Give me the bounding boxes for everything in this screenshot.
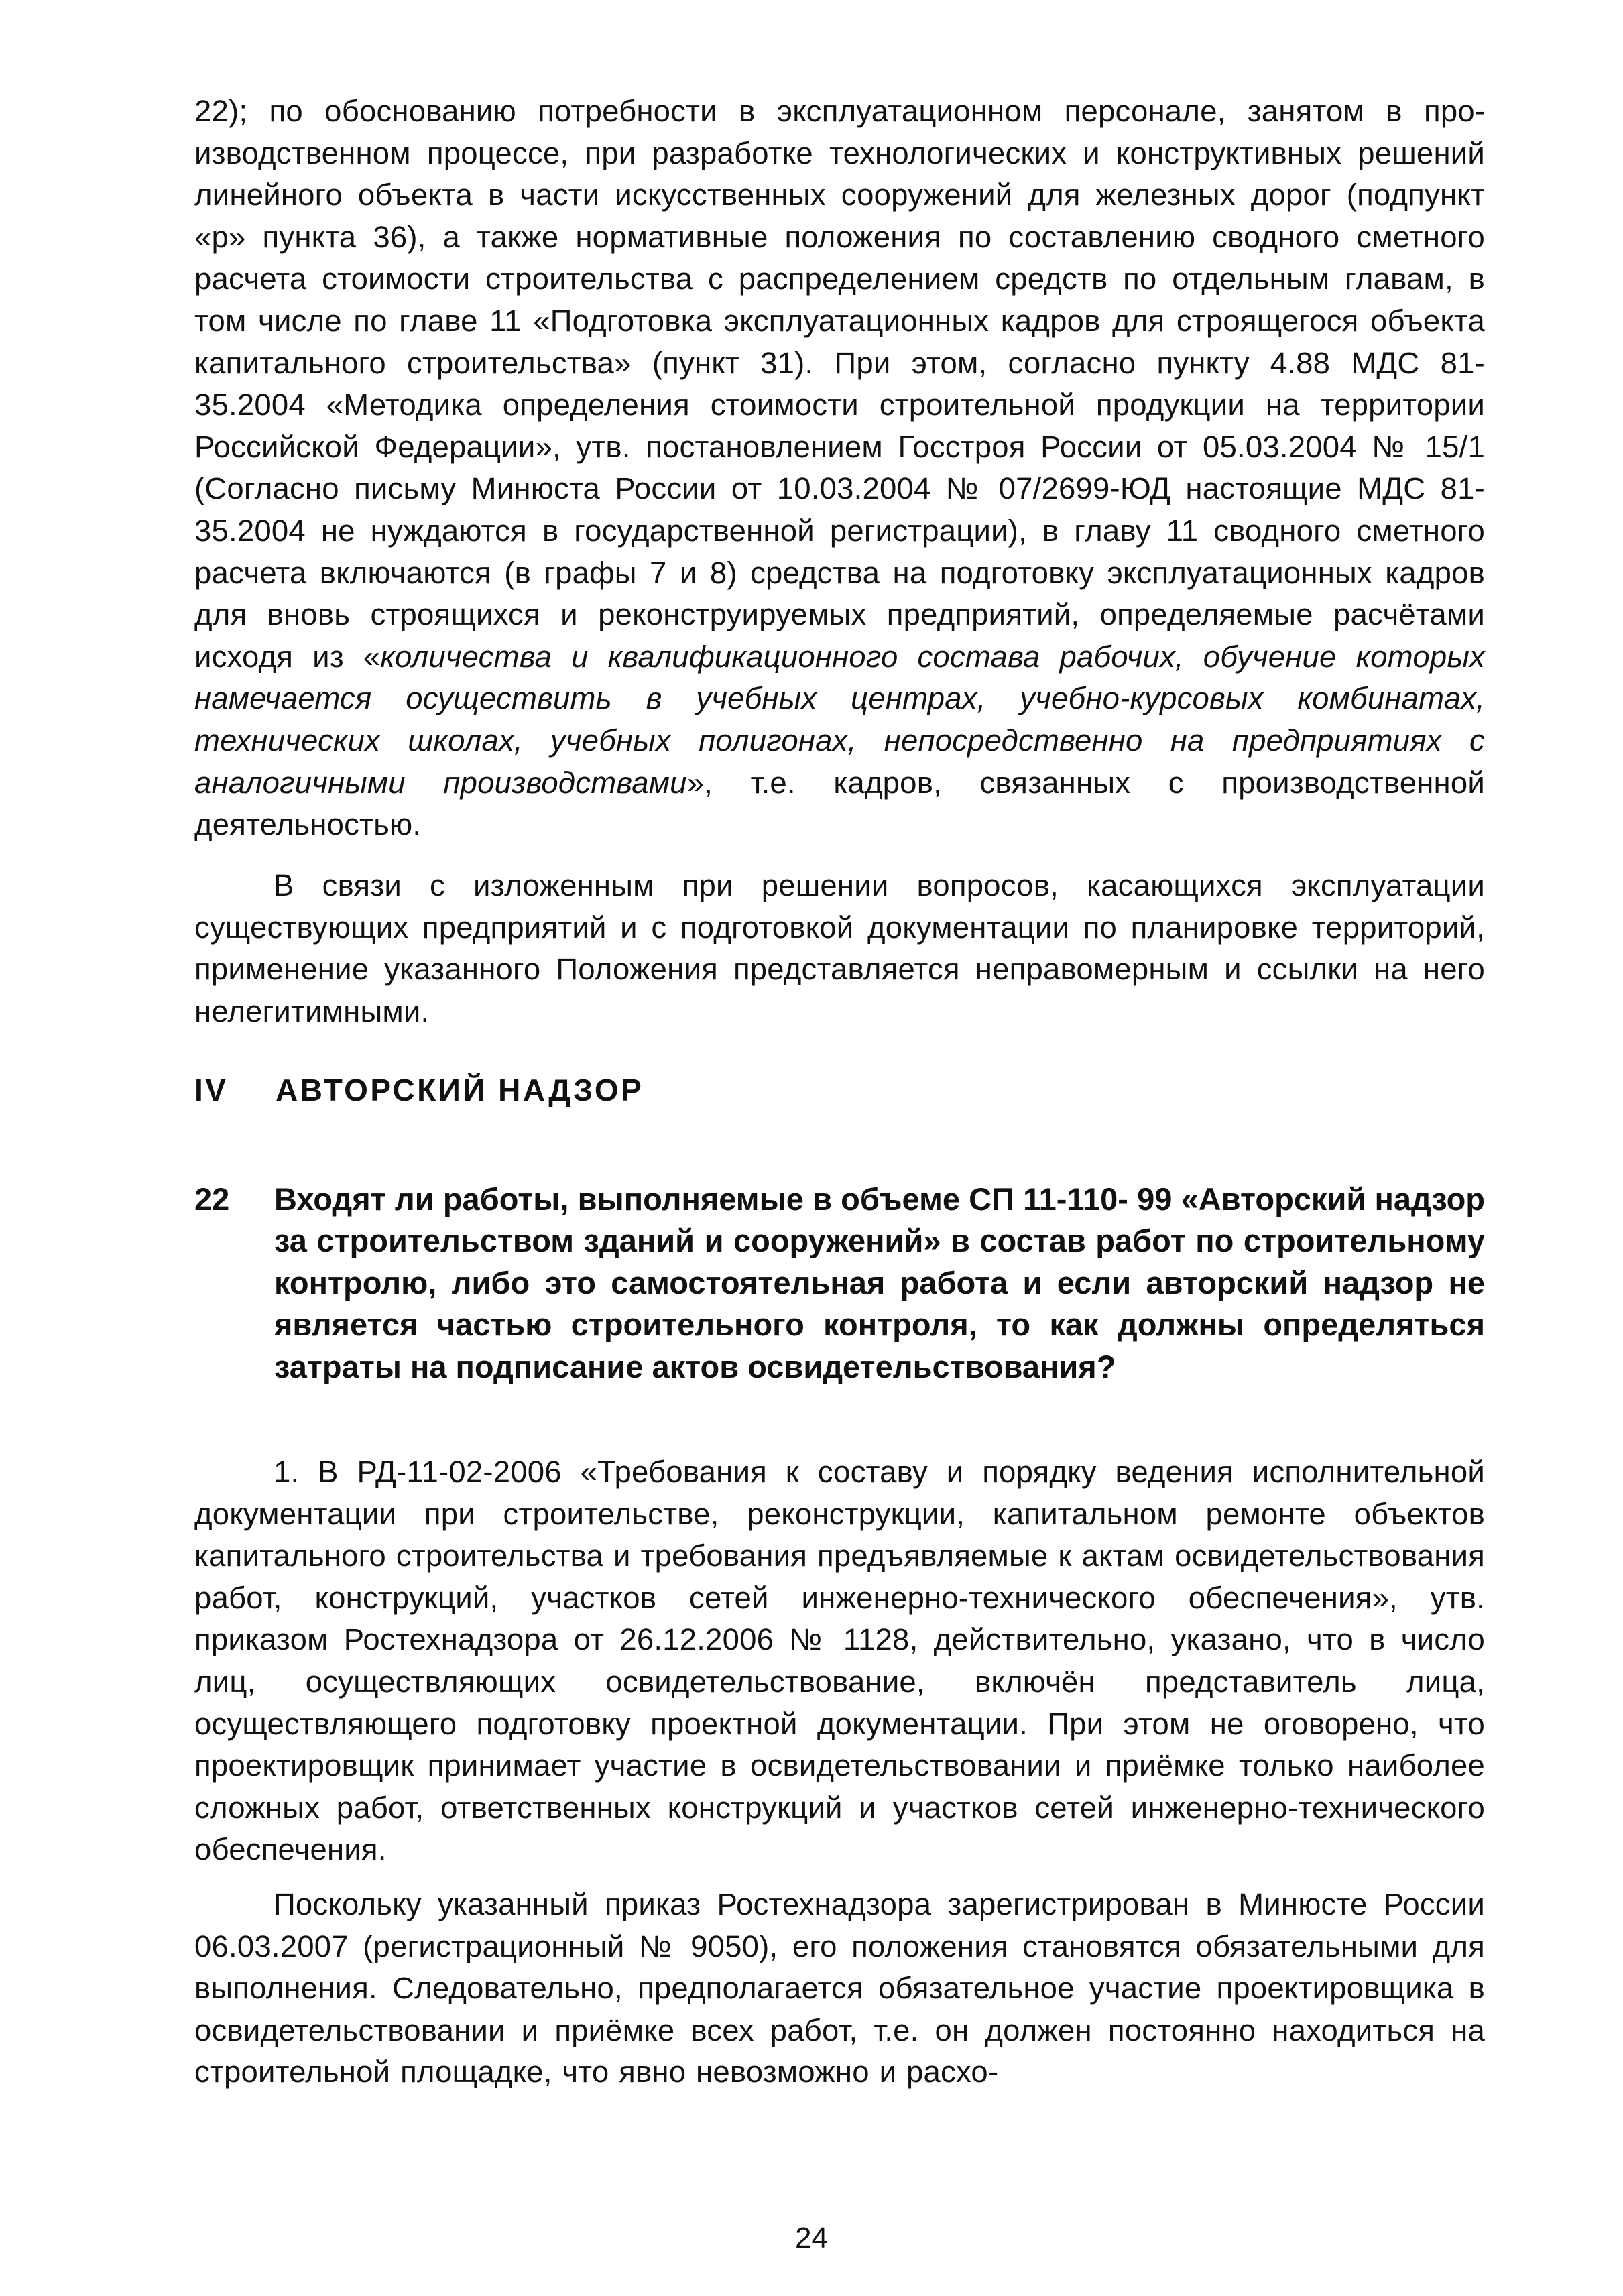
answer-text-2: Поскольку указанный приказ Ростехнадзора зарегистрирован в Минюсте России 06.03.2007 (регистрационный № 9050), его положения становятся обязательными для выполнения. Следовательно, предполагается обязательное участие проектировщика в освидетельствовании и приёмке всех работ, т.е. он должен постоянно находиться на строительной площадке, что явно невозможно и расхо- bbox=[194, 1887, 1485, 2090]
section-title: АВТОРСКИЙ НАДЗОР bbox=[276, 1073, 644, 1107]
intro-italic-quote: количества и квалификационного состава рабочих, обучение которых намечается осуществить в учебных центрах, учебно-курсовых комбинатах, технических школах, учебных полигонах, непосредственно на предприятиях с аналогичными производствами bbox=[194, 639, 1485, 800]
section-heading bbox=[194, 1070, 644, 1110]
answer-text-1: 1. В РД-11-02-2006 «Требования к составу и порядку ведения исполнительной документации при строительстве, реконструкции, капитальном ремонте объектов капитального строительства и требования предъявляемые к актам освидетельствования работ, конструкций, участков сетей инженерно-технического обеспечения», утв. приказом Ростехнадзора от 26.12.2006 № 1128, действительно, указано, что в число лиц, осуществляющих освидетельствование, включён представитель лица, осуществляющего подготовку проектной документации. При этом не оговорено, что проектировщик принимает участие в освидетельствовании и приёмке только наиболее сложных работ, ответственных конструкций и участков сетей инженерно-технического обеспечения. bbox=[194, 1455, 1485, 1867]
question-block bbox=[194, 1179, 1485, 1388]
intro-text: 22); по обоснованию потребности в эксплуатационном персонале, занятом в производственном процессе, при разработке технологических и конструктивных решений линейного объекта в части искусственных сооружений для железных дорог (подпункт «р» пункта 36), а также нормативные положения по составлению сводного сметного расчета стоимости строительства с распределением средств по отдельным главам, в том числе по главе 11 «Подготовка эксплуатационных кадров для строящегося объекта капитального строительства» (пункт 31). При этом, согласно пункту 4.88 МДС 81-35.2004 «Методика определения стоимости строительной продукции на территории Российской Федерации», утв. постановлением Госстроя России от 05.03.2004 № 15/1 (Согласно письму Минюста России от 10.03.2004 № 07/2699-ЮД настоящие МДС 81-35.2004 не нуждаются в государственной регистрации), в главу 11 сводного сметного расчета включаются (в графы 7 и 8) средства на подготовку эксплуатационных кадров для вновь строящихся и реконструируемых предприятий, определяемые расчётами исходя из « bbox=[194, 94, 1485, 674]
intro-tail: », т.е. кадров, связанных с производственной деятельностью. bbox=[194, 765, 1486, 842]
intro-paragraph bbox=[194, 90, 1485, 846]
answer-paragraph-1 bbox=[194, 1451, 1485, 1871]
question-text: Входят ли работы, выполняемые в объеме СП 11-110- 99 «Авторский надзор за строительством зданий и сооружений» в состав работ по строительному контролю, либо это самостоятельная работа и если авторский надзор не является частью строительного контроля, то как должны определяться затраты на подписание актов освидетельствования? bbox=[274, 1181, 1485, 1384]
section-number: IV bbox=[194, 1073, 229, 1107]
conclusion-paragraph bbox=[194, 865, 1485, 1032]
answer-paragraph-2 bbox=[194, 1884, 1485, 2094]
page-number: 24 bbox=[795, 2222, 828, 2254]
conclusion-text: В связи с изложенным при решении вопросов, касающихся эксплуатации существующих предприятий и с подготовкой документации по планировке территорий, применение указанного Положения представляется неправомерным и ссылки на него нелегитимными. bbox=[194, 868, 1485, 1028]
question-number: 22 bbox=[194, 1181, 230, 1217]
